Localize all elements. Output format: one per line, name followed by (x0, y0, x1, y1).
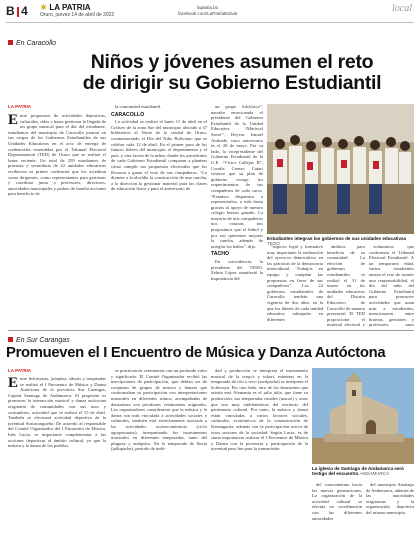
subhead-tacho: TACHO (211, 251, 230, 258)
story1-column-2: la comunidad estudiantil. CARACOLLO La actividad se realizó el lunes 11 de abril en el Coliseo de la zona Sur del municipio ubicado a 37 kilómetros al Norte de la ciudad de Oruro, conmemorando el Día del Niño Boliviano que se celebra cada 12 de abril. En el primer paso de los futuros líderes del municipio, el departamento y el país, y otra faceta de la niñez, donde los presidentes de cada Gobierno Estudiantil comparan a plantear cómo cumplir sus propuestas electorales que los llevaron a ganar el voto de sus compañeros. “Le dioneta a la alcaldía la construcción de una cancha, a la dirección la gestionar material para las clases de educación física y para el aniversario de (111, 104, 207, 192)
issue-date: Oruro, jueves 14 de abril de 2022 (40, 12, 115, 18)
story1-column-6: voluntarios que conforman el Tribunal Electoral Estudiantil. A un temporario edad, varios estudiantes ansían el reto de asumir una responsabilidad, el día del niño del Gobierno Estudiantil para promover actividades que unan más a estudiantes, mencionaron entre bromas, gestiones y profesores, unos (369, 244, 414, 328)
church-photo-image (312, 368, 414, 464)
sun-icon: ☀ (40, 3, 48, 12)
kicker-square-2 (8, 337, 13, 342)
story2-headline: Promueven el I Encuentro de Música y Danza Autóctona (6, 345, 386, 361)
story1-headline: Niños y jóvenes asumen el reto de dirigir su Gobierno Estudiantil (82, 51, 382, 95)
story1-column-4: “aspecto legal y formativo muy importante la realización del ejercicio democrático en las prácticas de la democracia intercultural. Trabajos en equipo y cumplan las propuestas en favor de sus compañeros”. Los 22 gobiernos estudiantiles de Caracollo tendrán una vigencia de dos años, en la que los líderes de cada unidad educativa trabajarán en diferentes (267, 244, 323, 322)
page-label: B 4 (6, 4, 29, 18)
story2-column-4: del conocimiento hacia las nuevas generaciones. La organización de la actividad cultural se efectúa en coordinación con las diferentes autoridades (312, 482, 362, 521)
students-photo-image (267, 104, 414, 234)
story2-column-2: se practican en ceremonias con un profundo valor y significado. El Comité Organizador recibió las inscripciones de participación, que debían ser de conjuntos de grupos de música y danzas que conformaban su participación con interpretaciones musicales en diferentes ritmos, acompañadas de danzarines con peculiares vestimentas originales. Los organizadores consideraron que la música y la danza son más vinculada a actividades sociales y culturales, también está estrechamente asociada a las actividades socioeconómicas (ciclo agropecuario), interpretando los instrumentos musicales en diferentes temporadas, tanto del pluguey y autóptico. En la temporada de lluvia (jallupacha), periodo de turbi- (111, 368, 207, 452)
newspaper-logo: ☀ LA PATRIA (40, 3, 91, 12)
header-rule (6, 22, 414, 23)
story2-dropcap: E (8, 376, 19, 391)
church-photo-caption: La iglesia de Santiago de Andamarca será testigo del encuentro ANDAMARCA (312, 466, 404, 476)
facebook-link[interactable]: facebook.com/LaPatriaBolivia (178, 11, 238, 16)
story2-byline: LA PATRIA (8, 368, 32, 373)
story1-column-3: un grupo folclórico”, narraba emocionada el presidente del Gobierno Estudiantil de la Unidad Educativa “Mariscal Sucre”, Deyvar Ismael Andrade, cuyo aniversario es el 20 de mayo. Por su lado, la vicepresidente del Gobierno Estudiantil de la U.E. “Víctor Callejas B”, Coraila Cerezo Catari sostuvo que su plan de gobierno recoge los requerimientos de sus compañeros de cada curso. “Estamos dispuestos a representarlos, a más hasta gracias al apoyo de nuestro colegio hemos ganado. La mayoría de mis compañeros nos votaron, nos propusimos que el fútbol y por eso queremos mejorar la cancha, además de arreglar los baños”, dijo. TACHO En coincidencia, la presidente del TEDO, Zelma López manifestó la importancia del (211, 104, 263, 281)
section-name: local (392, 3, 412, 14)
story2-column-3: dad y producción se interpreta el instrumento musical de la tarqu'a y tokori, mientras en la temporada de frío o seco (awtipacha) se interpreta el lichiwaya. Por otro lado, otro de los danzarines que asistía está Alemania es el julia julia, que tiene su producción, sus temporadas rituales (marzo) y otras que son muy emblemáticas del territorio del patrimonio cultural. Por tanto, la música y danza están vinculadas a varios factores sociales, culturales, económicos de la comunicación de Kenangarita, además con la participación activa de otros sectores de la sociedad. Según Lucía, es de suma importancia realizar el I Encuentro de Música y Danza con la presencia y participación de la juventud pero fue para la transmisión (211, 368, 308, 452)
students-photo (267, 104, 414, 234)
story1-dropcap: E (8, 113, 19, 128)
kicker-square (8, 40, 13, 45)
subhead-caracollo: CARACOLLO (111, 111, 145, 118)
story2-column-1: Entre lichiwayas, julajulas, sikuris y tarqueadas se realizó el I Encuentro de Música y Danza Autóctona de la provincia Sur Carangas, Capital Santiago de Andamarca. El propósito es promover la interacción musical y danza autóctona originaria de comunidades con sus usos y costumbres, actividad que se realizó el 15 de abril. También se efectuará actividad deportiva de la juventud Surcarangueña. De acuerdo al responsable del Comité Organizador del I Encuentro de Música, Inés Lucia, es importante complementar a las acciones deportivas al ámbito cultural, ya que la música y la danza de los pueblos (8, 376, 106, 449)
students-photo-caption: Estudiantes integran los gobiernos de sus unidades educativas TEDO (267, 236, 407, 246)
header-web (178, 5, 237, 17)
website-link[interactable]: lapatria.bo (197, 5, 219, 10)
story1-column-1: Entre propuestas de actividades deportivas, culturales, ridas y hasta gestionar la llegada de un grupo musical para el día del estudiante, estudiantes del municipio de Caracollo juraron en sus cargos de los Gobiernos Estudiantiles de sus Unidades Educativas en el acto de entrega de credenciales extendidas por el Tribunal Electoral Departamental (TED) de Oruro que se realizó el lunes reciente. Un total de 259 estudiantes de primaria y secundaria de 22 unidades educativas recibieron su primer credencial que los acreditan como dirigentes, como representantes para gestionar y coordinar junto a profesores, directores, autoridades municipales y padres de familia acciones para beneficio de (8, 113, 106, 197)
page-divider (17, 7, 19, 17)
story-divider (8, 330, 414, 331)
story2-column-5: del municipio Santiago de Andamarca, además de las autoridades originarias y la organización deportiva del mismo municipio. (366, 482, 414, 515)
story1-byline: LA PATRIA (8, 104, 32, 109)
story2-kicker: En Sur Carangas (8, 337, 70, 344)
story1-kicker: En Caracollo (8, 40, 56, 47)
church-photo (312, 368, 414, 464)
story1-column-5: ámbitos para beneficio de su comunidad. La elección de gobiernos estudiantiles se realizó el 31 de marzo en las unidades educativas del Distrito Educativo de Caracollo de manera presencial. El TED proporcionó el material electoral y (327, 244, 365, 328)
